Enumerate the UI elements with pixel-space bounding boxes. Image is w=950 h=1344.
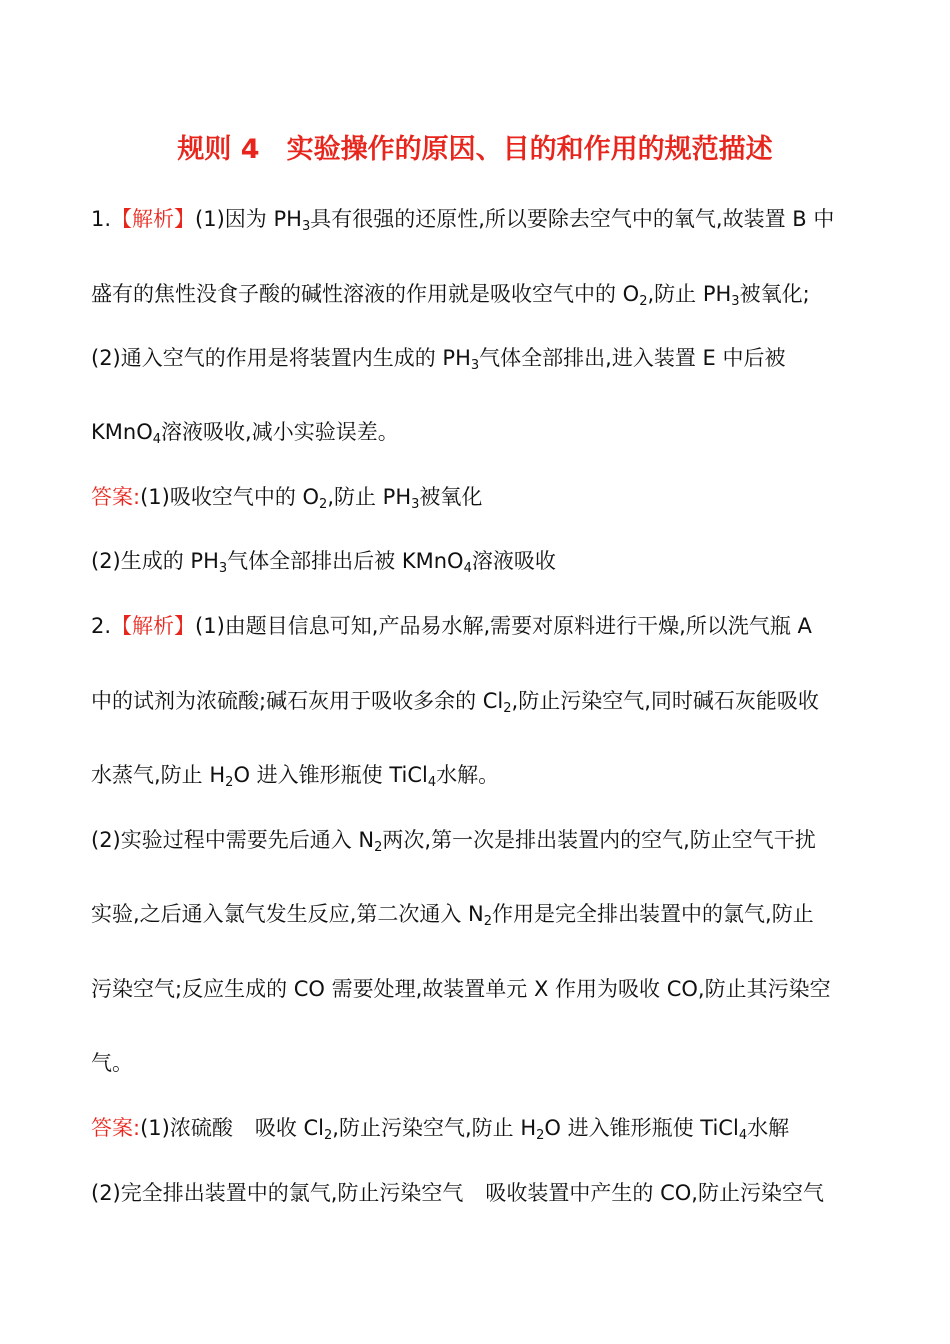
subscript: 2 (639, 294, 648, 309)
q1-number: 1. (91, 207, 112, 231)
q1-analysis-line-4 (91, 416, 399, 448)
subscript: 2 (324, 1128, 333, 1143)
q2-analysis-line-1 (91, 610, 812, 642)
q1-answer-text: 溶液吸收 (471, 549, 556, 573)
q2-analysis-line-5 (91, 898, 814, 930)
q2-number: 2. (91, 614, 112, 638)
q1-analysis-line-2 (91, 278, 810, 310)
q2-answer-text: O 进入锥形瓶使 TiCl (544, 1116, 739, 1140)
q1-text: 被氧化; (739, 282, 810, 306)
q2-text: 作用是完全排出装置中的氯气,防止 (492, 902, 814, 926)
subscript: 2 (483, 914, 493, 929)
subscript: 3 (470, 358, 480, 373)
subscript: 4 (738, 1128, 748, 1143)
q1-text: (1)因为 PH (195, 207, 302, 231)
q1-answer-text: 气体全部排出后被 KMnO (227, 549, 464, 573)
subscript: 2 (225, 775, 234, 790)
q2-answer-text: (1)浓硫酸 (140, 1116, 233, 1140)
subscript: 3 (218, 561, 228, 576)
q2-answer-line-2 (91, 1177, 824, 1209)
q1-analysis-tag: 【解析】 (111, 207, 196, 231)
q2-text: (1)由题目信息可知,产品易水解,需要对原料进行干燥,所以洗气瓶 A (195, 614, 812, 638)
q2-analysis-line-6 (91, 973, 831, 1005)
q1-text: 气体全部排出,进入装置 E 中后被 (479, 346, 786, 370)
q2-analysis-line-3 (91, 759, 499, 791)
q2-analysis-line-2 (91, 685, 819, 717)
subscript: 2 (536, 1128, 545, 1143)
subscript: 3 (411, 497, 420, 512)
q2-text: 两次,第一次是排出装置内的空气,防止空气干扰 (382, 828, 816, 852)
q1-answer-label: 答案: (91, 485, 141, 509)
q2-analysis-line-4 (91, 824, 816, 856)
q2-answer-text: 吸收 Cl (254, 1116, 325, 1140)
q1-answer-line-2 (91, 545, 556, 577)
q2-text: 中的试剂为浓硫酸;碱石灰用于吸收多余的 Cl (91, 689, 504, 713)
q2-text: 水蒸气,防止 H (91, 763, 226, 787)
q2-answer-text: ,防止污染空气,防止 H (332, 1116, 537, 1140)
subscript: 2 (503, 701, 512, 716)
q2-analysis-line-7 (91, 1047, 133, 1079)
subscript: 4 (463, 561, 472, 576)
q2-text: 实验,之后通入氯气发生反应,第二次通入 N (91, 902, 484, 926)
q1-text: 溶液吸收,减小实验误差。 (161, 420, 399, 444)
q2-text: 气。 (91, 1051, 133, 1075)
q2-text: O 进入锥形瓶使 TiCl (233, 763, 428, 787)
q1-analysis-line-3 (91, 342, 785, 374)
subscript: 3 (301, 219, 311, 234)
q1-answer-text: 被氧化 (419, 485, 483, 509)
q2-text: 水解。 (436, 763, 500, 787)
q1-text: 盛有的焦性没食子酸的碱性溶液的作用就是吸收空气中的 O (91, 282, 640, 306)
subscript: 2 (319, 497, 328, 512)
q2-analysis-tag: 【解析】 (111, 614, 196, 638)
q1-text: 具有很强的还原性,所以要除去空气中的氧气,故装置 B 中 (310, 207, 835, 231)
q2-answer-text: (2)完全排出装置中的氯气,防止污染空气 (91, 1181, 464, 1205)
q1-answer-text: (1)吸收空气中的 O (140, 485, 320, 509)
subscript: 4 (427, 775, 437, 790)
q2-answer-label: 答案: (91, 1116, 141, 1140)
q1-text: (2)通入空气的作用是将装置内生成的 PH (91, 346, 471, 370)
q1-answer-line-1 (91, 481, 482, 513)
q1-answer-text: (2)生成的 PH (91, 549, 219, 573)
q2-answer-text: 水解 (747, 1116, 790, 1140)
subscript: 4 (152, 432, 162, 447)
q1-text: ,防止 PH (647, 282, 732, 306)
q2-answer-line-1 (91, 1112, 789, 1144)
q1-analysis-line-1 (91, 203, 834, 235)
subscript: 3 (731, 294, 740, 309)
q2-text: ,防止污染空气,同时碱石灰能吸收 (511, 689, 819, 713)
q2-text: (2)实验过程中需要先后通入 N (91, 828, 375, 852)
q2-answer-text: 吸收装置中产生的 CO,防止污染空气 (485, 1181, 824, 1205)
q2-text: 污染空气;反应生成的 CO 需要处理,故装置单元 X 作用为吸收 CO,防止其污染空 (91, 977, 831, 1001)
page-title: 规则 4 实验操作的原因、目的和作用的规范描述 (177, 134, 773, 165)
subscript: 2 (374, 840, 383, 855)
q1-text: KMnO (91, 420, 153, 444)
q1-answer-text: ,防止 PH (327, 485, 412, 509)
